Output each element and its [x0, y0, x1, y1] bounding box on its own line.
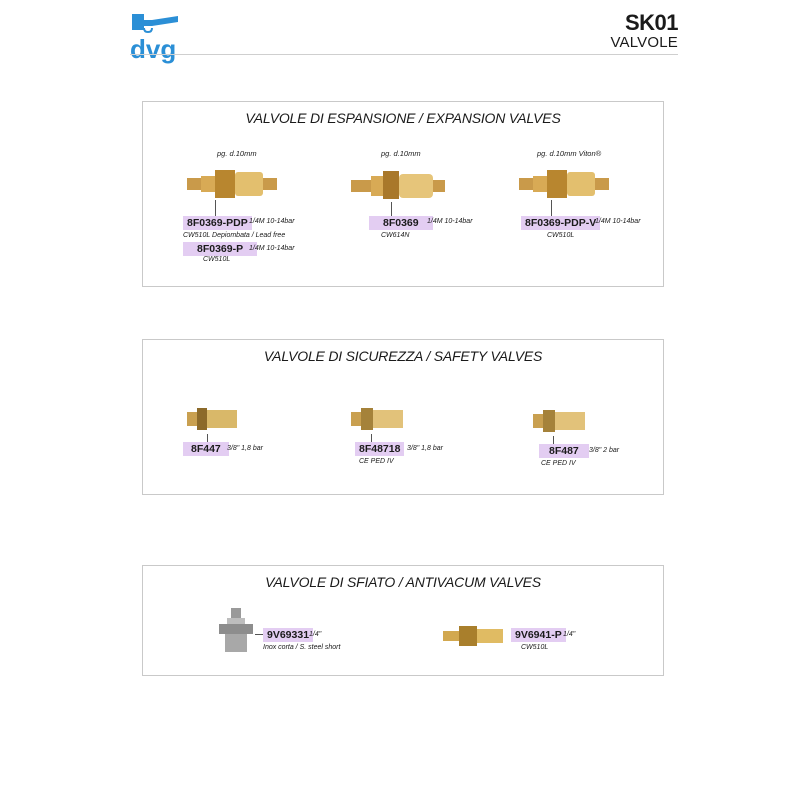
leader-line [255, 634, 263, 635]
brass-vent-valve-image [443, 624, 505, 648]
product-spec: 1/4M 10-14bar [249, 218, 295, 225]
product-spec: 1/4" [563, 631, 576, 638]
product-spec: 1/4M 10-14bar [249, 245, 295, 252]
product-material: CW510L [203, 256, 231, 263]
product-code: 8F487 [539, 444, 589, 458]
product-material: CW510L [521, 644, 549, 651]
section-title: VALVOLE DI SICUREZZA / SAFETY VALVES [263, 348, 543, 364]
expansion-valve-image [187, 166, 279, 200]
product-spec: 3/8" 1,8 bar [407, 445, 443, 452]
safety-valve-image [351, 404, 405, 434]
section-title: VALVOLE DI ESPANSIONE / EXPANSION VALVES [245, 110, 561, 126]
expansion-valves-section [142, 101, 664, 287]
safety-valve-image [187, 404, 239, 434]
leader-line [215, 200, 216, 216]
item-note: pg. d.10mm Viton® [537, 149, 602, 158]
catalog-subtitle: VALVOLE [610, 34, 678, 51]
safety-valve-image [533, 406, 587, 436]
svg-text:dvg: dvg [130, 34, 177, 64]
safety-valves-section [142, 339, 664, 495]
product-spec: 3/8" 1,8 bar [227, 445, 263, 452]
header-divider [130, 54, 678, 55]
product-material: CE PED IV [359, 458, 394, 465]
item-note: pg. d.10mm [381, 149, 421, 158]
leader-line [371, 434, 372, 442]
product-material: CE PED IV [541, 460, 576, 467]
product-spec: 1/4" [309, 631, 322, 638]
dvg-logo [130, 12, 190, 64]
section-title: VALVOLE DI SFIATO / ANTIVACUM VALVES [265, 574, 541, 590]
product-code: 8F0369-PDP [183, 216, 252, 230]
product-code: 8F0369-PDP-V [521, 216, 600, 230]
product-material: Inox corta / S. steel short [263, 644, 341, 651]
product-code: 9V6941-P [511, 628, 566, 642]
product-code: 8F0369-P [183, 242, 257, 256]
leader-line [553, 436, 554, 444]
steel-vent-valve-image [217, 608, 257, 656]
antivacuum-valves-section [142, 565, 664, 676]
expansion-valve-image [519, 166, 611, 200]
leader-line [551, 200, 552, 216]
product-spec: 1/4M 10-14bar [427, 218, 473, 225]
leader-line [207, 434, 208, 442]
product-code: 8F447 [183, 442, 229, 456]
product-material: CW510L Depiombata / Lead free [183, 232, 286, 239]
catalog-code: SK01 [624, 10, 678, 35]
expansion-valve-image [351, 168, 447, 202]
product-spec: 3/8" 2 bar [589, 447, 620, 454]
item-note: pg. d.10mm [217, 149, 257, 158]
leader-line [391, 202, 392, 216]
product-code: 9V69331 [263, 628, 313, 642]
product-material: CW614N [381, 232, 410, 239]
product-code: 8F48718 [355, 442, 404, 456]
product-material: CW510L [547, 232, 575, 239]
product-spec: 1/4M 10-14bar [595, 218, 641, 225]
product-code: 8F0369 [369, 216, 433, 230]
